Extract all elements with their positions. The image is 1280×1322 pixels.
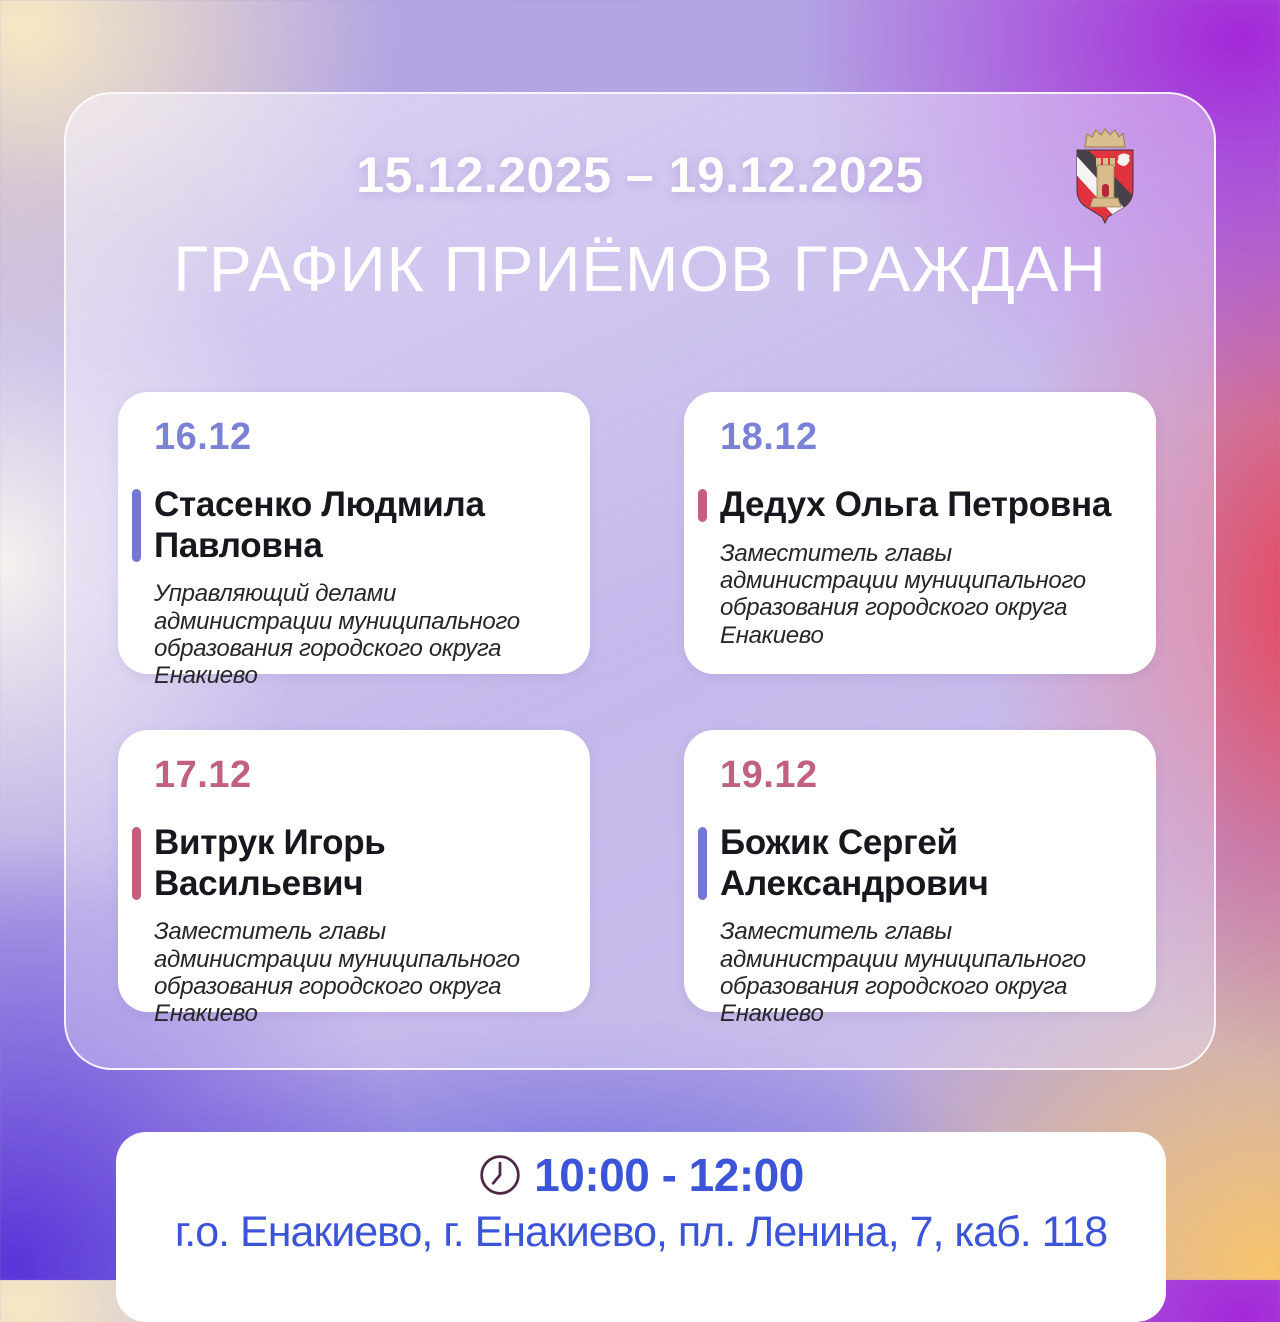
accent-bar bbox=[132, 827, 141, 900]
official-name: Дедух Ольга Петровна bbox=[720, 485, 1112, 524]
official-name: Витрук Игорь Васильевич bbox=[154, 823, 386, 903]
official-role: Заместитель главы администрации муниципального образования городского округа Енакиево bbox=[720, 539, 1086, 649]
reception-card bbox=[684, 730, 1156, 1028]
official-role: Управляющий делами администрации муниципального образования городского округа Енакиево bbox=[154, 580, 520, 690]
reception-info-bar bbox=[116, 1132, 1166, 1322]
accent-bar bbox=[698, 827, 707, 900]
reception-card bbox=[684, 392, 1156, 674]
poster-title: ГРАФИК ПРИЁМОВ ГРАЖДАН bbox=[173, 233, 1107, 305]
reception-time: 10:00 - 12:00 bbox=[534, 1149, 804, 1201]
reception-cards-grid bbox=[118, 392, 1156, 1028]
official-name: Божик Сергей Александрович bbox=[720, 823, 989, 903]
accent-bar bbox=[132, 489, 141, 562]
reception-date: 17.12 bbox=[154, 754, 252, 796]
clock-icon bbox=[478, 1153, 522, 1197]
reception-date: 19.12 bbox=[720, 754, 818, 796]
official-name: Стасенко Людмила Павловна bbox=[154, 485, 485, 565]
official-role: Заместитель главы администрации муниципального образования городского округа Енакиево bbox=[154, 918, 520, 1028]
reception-address: г.о. Енакиево, г. Енакиево, пл. Ленина, 7, каб. 118 bbox=[174, 1208, 1108, 1256]
reception-date: 16.12 bbox=[154, 416, 252, 458]
schedule-poster-panel bbox=[64, 92, 1216, 1070]
reception-card bbox=[118, 392, 590, 690]
city-coat-of-arms-icon bbox=[1072, 128, 1138, 224]
accent-bar bbox=[698, 489, 707, 522]
week-date-range: 15.12.2025 – 19.12.2025 bbox=[356, 147, 924, 203]
official-role: Заместитель главы администрации муниципального образования городского округа Енакиево bbox=[720, 918, 1086, 1028]
reception-date: 18.12 bbox=[720, 416, 818, 458]
reception-card bbox=[118, 730, 590, 1028]
